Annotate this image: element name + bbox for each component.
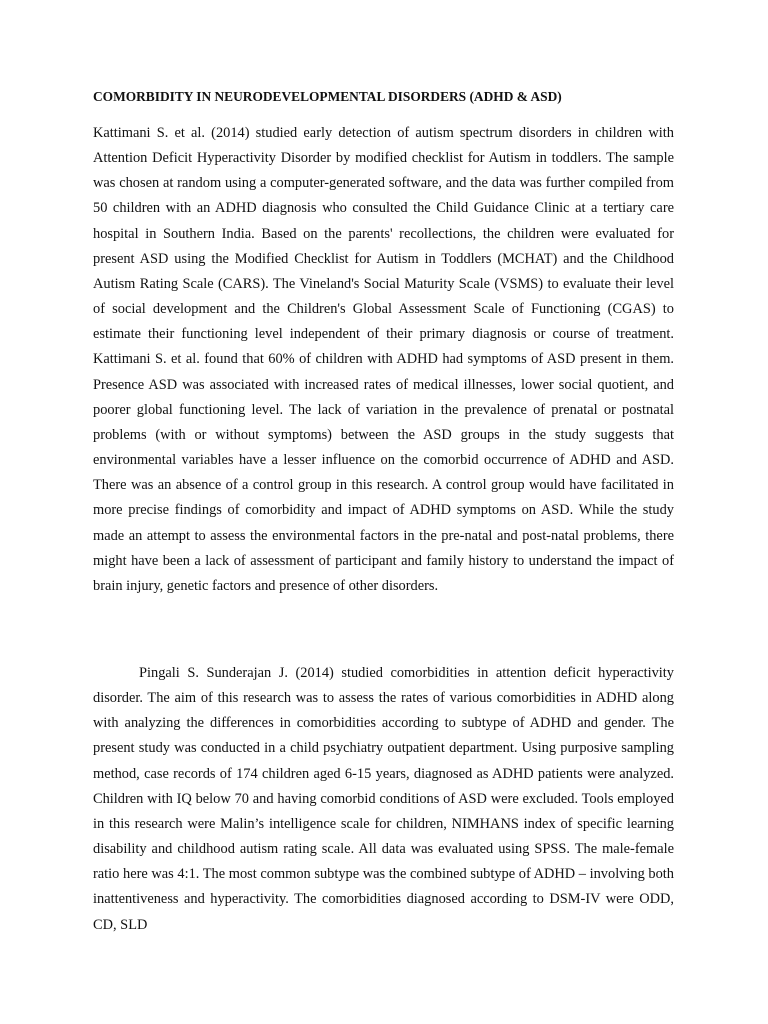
paragraph-pingali: Pingali S. Sunderajan J. (2014) studied comorbidities in attention deficit hyperactivity disorder. The aim of this research was to assess the rates of various comorbidities in ADHD along with analyzing the differences in comorbidities according to subtype of ADHD and gender. The present study was conducted in a child psychiatry outpatient department. Using purposive sampling method, case records of 174 children aged 6-15 years, diagnosed as ADHD patients were analyzed. Children with IQ below 70 and having comorbid conditions of ASD were excluded. Tools employed in this research were Malin’s intelligence scale for children, NIMHANS index of specific learning disability and childhood autism rating scale. All data was evaluated using SPSS. The male-female ratio here was 4:1. The most common subtype was the combined subtype of ADHD – involving both inattentiveness and hyperactivity. The comorbidities diagnosed according to DSM-IV were ODD, CD, SLD: [93, 665, 674, 933]
document-title: COMORBIDITY IN NEURODEVELOPMENTAL DISORDERS (ADHD & ASD): [93, 89, 562, 104]
paragraph-kattimani: Kattimani S. et al. (2014) studied early detection of autism spectrum disorders in children with Attention Deficit Hyperactivity Disorder by modified checklist for Autism in toddlers. The sample was chosen at random using a computer-generated software, and the data was further compiled from 50 children with an ADHD diagnosis who consulted the Child Guidance Clinic at a tertiary care hospital in Southern India. Based on the parents' recollections, the children were evaluated for present ASD using the Modified Checklist for Autism in Toddlers (MCHAT) and the Childhood Autism Rating Scale (CARS). The Vineland's Social Maturity Scale (VSMS) to evaluate their level of social development and the Children's Global Assessment Scale of Functioning (CGAS) to estimate their functioning level independent of their primary diagnosis or course of treatment. Kattimani S. et al. found that 60% of children with ADHD had symptoms of ASD present in them. Presence ASD was associated with increased rates of medical illnesses, lower social quotient, and poorer global functioning level. The lack of variation in the prevalence of prenatal or postnatal problems (with or without symptoms) between the ASD groups in the study suggests that environmental variables have a lesser influence on the comorbid occurrence of ADHD and ASD. There was an absence of a control group in this research. A control group would have facilitated in more precise findings of comorbidity and impact of ADHD symptoms on ASD. While the study made an attempt to assess the environmental factors in the pre-natal and post-natal problems, there might have been a lack of assessment of participant and family history to understand the impact of brain injury, genetic factors and presence of other disorders.: [93, 125, 674, 594]
